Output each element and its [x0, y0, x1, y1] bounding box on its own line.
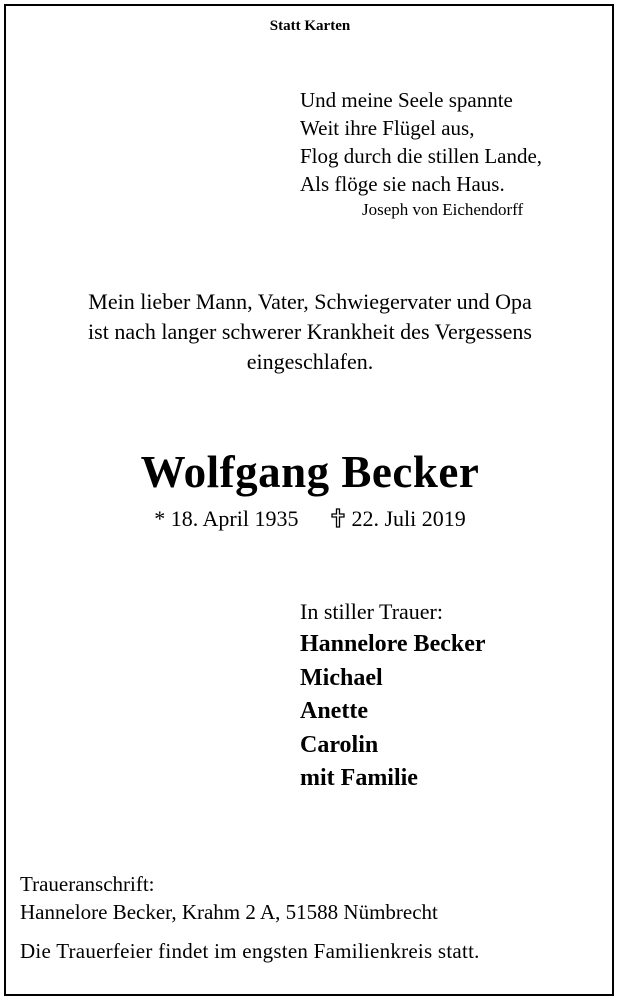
header-title: Statt Karten — [269, 18, 351, 34]
mourner-name: Hannelore Becker — [300, 631, 486, 657]
intro-text — [0, 287, 620, 377]
poem — [300, 86, 600, 221]
intro-line: eingeschlafen. — [246, 349, 374, 374]
mourners-intro: In stiller Trauer: — [300, 599, 443, 624]
mourner-name: mit Familie — [300, 765, 418, 791]
mourner-name: Carolin — [300, 731, 379, 758]
address-label: Traueranschrift: — [20, 872, 155, 896]
life-dates — [0, 505, 620, 533]
poem-line: Als flöge sie nach Haus. — [300, 172, 505, 196]
birth-symbol: * — [154, 506, 166, 531]
ceremony-note: Die Trauerfeier findet im engsten Familienkreis statt. — [20, 939, 480, 963]
cross-icon — [331, 508, 345, 528]
address: Hannelore Becker, Krahm 2 A, 51588 Nümbrecht — [20, 900, 438, 924]
mourner-name: Anette — [300, 698, 368, 724]
birth-date: 18. April 1935 — [170, 506, 299, 531]
poem-line: Und meine Seele spannte — [300, 88, 513, 112]
intro-line: ist nach langer schwerer Krankheit des Vergessens — [88, 319, 532, 344]
poem-line: Weit ihre Flügel aus, — [300, 116, 475, 140]
poem-line: Flog durch die stillen Lande, — [300, 144, 543, 168]
intro-line: Mein lieber Mann, Vater, Schwiegervater und Opa — [88, 289, 532, 314]
mourner-name: Michael — [300, 664, 383, 691]
footer — [20, 870, 610, 965]
mourners — [300, 596, 600, 796]
deceased-name: Wolfgang Becker — [140, 447, 480, 497]
death-date: 22. Juli 2019 — [351, 506, 466, 531]
poem-author: Joseph von Eichendorff — [362, 200, 524, 219]
